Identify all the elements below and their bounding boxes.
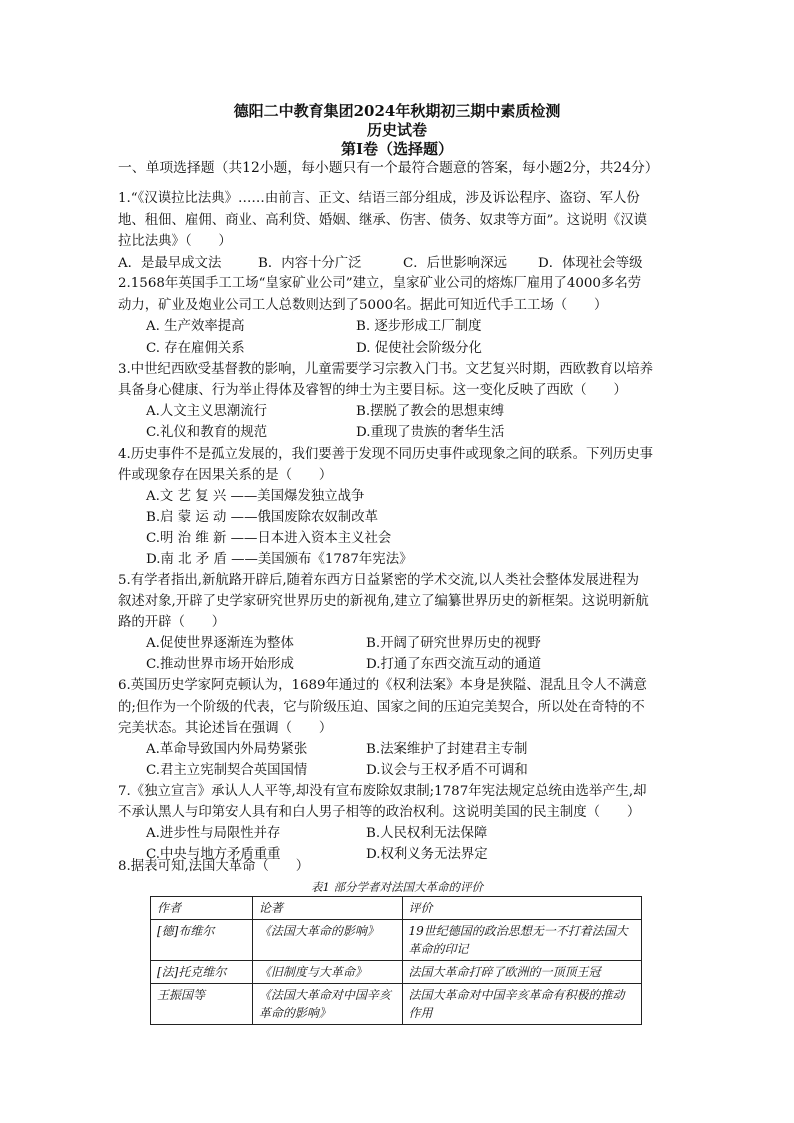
option-b: B.摆脱了教会的思想束缚 [356,404,505,419]
evaluation-table [150,896,642,1025]
table-cell: 19世纪德国的政治思想无一不打着法国大革命的印记 [402,920,641,961]
question-stem-line: 不承认黑人与印第安人具有和白人男子相等的政治权利。这说明美国的民主制度（ ） [118,805,641,820]
exam-subject: 历史试卷 [366,121,427,139]
exam-volume: 第Ⅰ卷（选择题） [340,140,454,158]
question-stem-line: 路的开辟（ ） [118,615,226,630]
table-cell: 《法国大革命的影响》 [252,920,402,961]
table-cell: 王振国等 [151,984,253,1025]
option-d: D.议会与王权矛盾不可调和 [366,763,528,778]
exam-title: 德阳二中教育集团2024年秋期初三期中素质检测 [233,102,561,120]
table-header-cell: 作者 [151,897,253,920]
option-c: C.礼仪和教育的规范 [146,425,268,440]
table-cell: 《旧制度与大革命》 [252,961,402,984]
table-row [151,920,642,961]
option-c: C．后世影响深远 [403,256,507,271]
option-b: B．内容十分广泛 [258,256,362,271]
question-stem-line: 7.《独立宣言》承认人人平等,却没有宣布废除奴隶制;1787年宪法规定总统由选举产生,却 [118,784,647,799]
option-b: B.人民权利无法保障 [366,826,488,841]
table-caption: 表1 部分学者对法国大革命的评价 [311,880,483,894]
question-stem-line: 2.1568年英国手工工场“皇家矿业公司”建立，皇家矿业公司的熔炼厂雇用了4000多名劳 [118,276,642,291]
option-c: C.君主立宪制契合英国国情 [146,763,308,778]
table-row [151,961,642,984]
question-stem-line: 动力，矿业及炮业公司工人总数则达到了5000名。据此可知近代手工工场（ ） [118,298,608,313]
question-stem-line: 的;但作为一个阶级的代表，它与阶级压迫、国家之间的压迫完美契合，所以处在奇特的不 [118,700,645,715]
question-stem-line: 6.英国历史学家阿克顿认为，1689年通过的《权利法案》本身是狭隘、混乱且令人不满意 [118,678,647,693]
question-stem-line: 具备身心健康、行为举止得体及睿智的绅士为主要目标。这一变化反映了西欧（ ） [118,383,627,398]
option-d: D.重现了贵族的奢华生活 [356,425,505,440]
table-row [151,984,642,1025]
option-d: D.打通了东西交流互动的通道 [366,657,542,672]
table-cell: [法]托克维尔 [151,961,253,984]
question-stem-line: 叙述对象,开辟了史学家研究世界历史的新视角,建立了编纂世界历史的新框架。这说明新航 [118,594,649,609]
option-a: A．是最早成文法 [118,256,222,271]
option-d: D．体现社会等级 [538,256,643,271]
table-header-cell: 论著 [252,897,402,920]
question-stem-line: 地、租佃、雇佣、商业、高利贷、婚姻、继承、伤害、债务、奴隶等方面”。这说明《汉谟 [118,213,648,228]
option-d: D. 促使社会阶级分化 [356,341,482,356]
option-b: B.开阔了研究世界历史的视野 [366,636,541,651]
table-cell: 法国大革命打碎了欧洲的一顶顶王冠 [402,961,641,984]
table-cell: [德]布维尔 [151,920,253,961]
option-a: A.人文主义思潮流行 [146,404,268,419]
option-d: D.南 北 矛 盾 ——美国颁布《1787年宪法》 [146,552,413,567]
option-a: A.促使世界逐渐连为整体 [146,636,294,651]
question-stem-line: 4.历史事件不是孤立发展的，我们要善于发现不同历史事件或现象之间的联系。下列历史事 [118,447,654,462]
option-a: A.文 艺 复 兴 ——美国爆发独立战争 [146,489,365,504]
table-header-row [151,897,642,920]
question-stem-line: 8.据表可知,法国大革命（ ） [118,859,310,874]
option-c: C. 存在雇佣关系 [146,341,245,356]
option-a: A. 生产效率提高 [146,319,245,334]
option-d: D.权利义务无法界定 [366,847,488,862]
question-stem-line: 5.有学者指出,新航路开辟后,随着东西方日益紧密的学术交流,以人类社会整体发展进程为 [118,573,639,588]
table-cell: 《法国大革命对中国辛亥革命的影响》 [252,984,402,1025]
table-header-cell: 评价 [402,897,641,920]
option-c: C.推动世界市场开始形成 [146,657,294,672]
question-stem-line: 件或现象存在因果关系的是（ ） [118,468,333,483]
section-heading: 一、单项选择题（共12小题，每小题只有一个最符合题意的答案，每小题2分，共24分） [118,160,659,176]
question-stem-line: 3.中世纪西欧受基督教的影响，儿童需要学习宗教入门书。文艺复兴时期，西欧教育以培养 [118,362,654,377]
option-a: A.进步性与局限性并存 [146,826,281,841]
option-b: B.法案维护了封建君主专制 [366,742,528,757]
option-c: C.中央与地方矛盾重重 [146,847,281,862]
table-cell: 法国大革命对中国辛亥革命有积极的推动作用 [402,984,641,1025]
question-stem-line: 拉比法典》（ ） [118,234,232,249]
option-a: A.革命导致国内外局势紧张 [146,742,308,757]
question-stem-line: 完美状态。其论述旨在强调（ ） [118,721,333,736]
option-b: B.启 蒙 运 动 ——俄国废除农奴制改革 [146,510,378,525]
option-c: C.明 治 维 新 ——日本进入资本主义社会 [146,531,392,546]
option-b: B. 逐步形成工厂制度 [356,319,482,334]
question-stem-line: 1.“《汉谟拉比法典》……由前言、正文、结语三部分组成，涉及诉讼程序、盗窃、军人份 [118,191,640,206]
